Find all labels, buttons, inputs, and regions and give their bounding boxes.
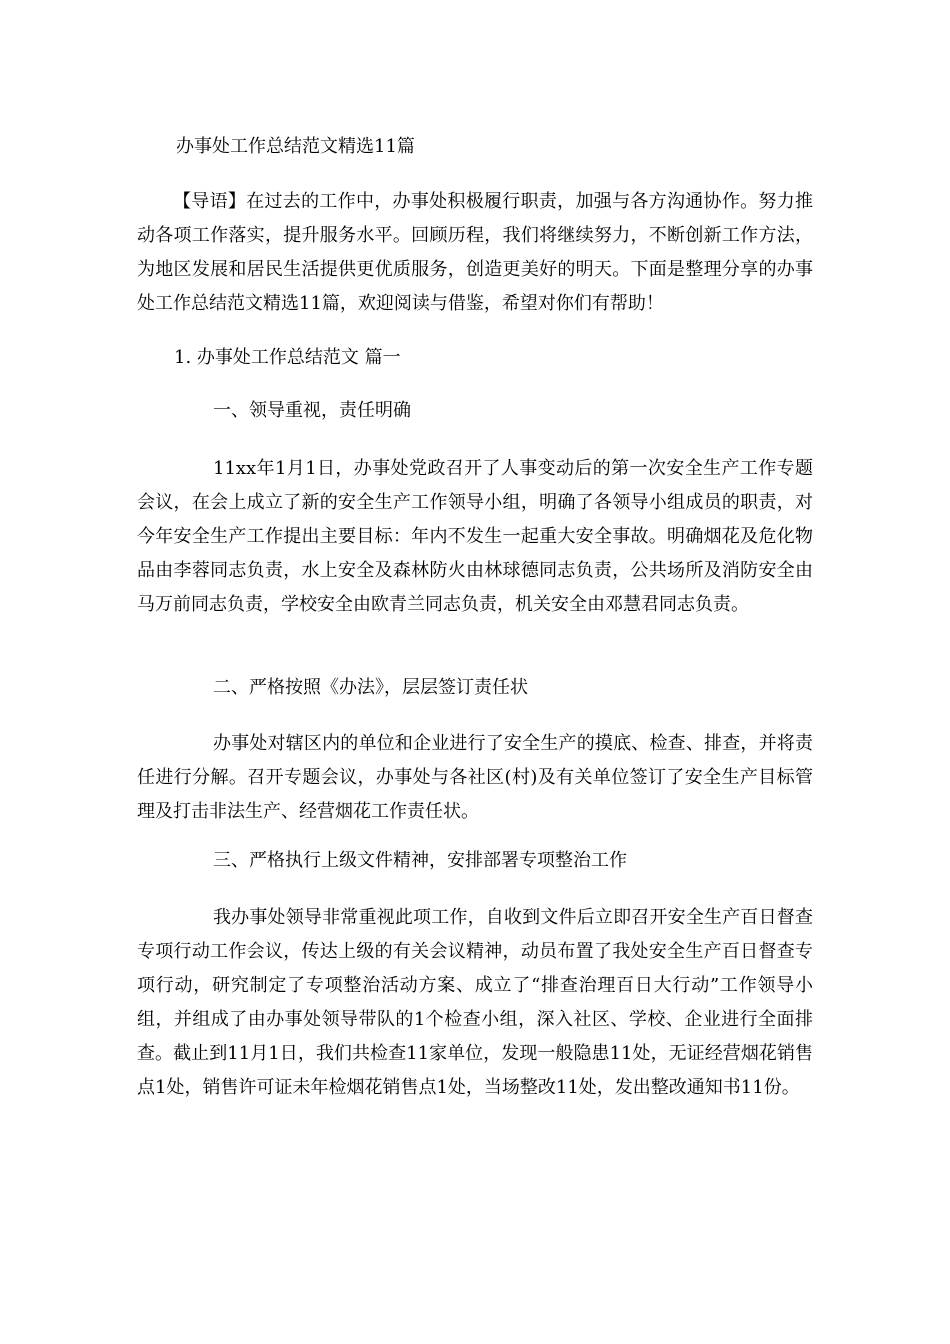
section-heading-2: 二、严格按照《办法》，层层签订责任状 — [213, 677, 528, 698]
intro-paragraph — [137, 185, 813, 321]
section-heading-3: 三、严格执行上级文件精神，安排部署专项整治工作 — [213, 850, 627, 871]
section-heading-1: 一、领导重视，责任明确 — [213, 400, 411, 421]
article-heading: 1. 办事处工作总结范文 篇一 — [174, 347, 401, 368]
document-title: 办事处工作总结范文精选11篇 — [176, 136, 415, 157]
section-body-2: 办事处对辖区内的单位和企业进行了安全生产的摸底、检查、排查，并将责任进行分解。召开专题会议，办事处与各社区(村)及有关单位签订了安全生产目标管理及打击非法生产、经营烟花工作责任状。 — [137, 733, 813, 822]
intro-text: 在过去的工作中，办事处积极履行职责，加强与各方沟通协作。努力推动各项工作落实，提升服务水平。回顾历程，我们将继续努力，不断创新工作方法，为地区发展和居民生活提供更优质服务，创造更美好的明天。下面是整理分享的办事处工作总结范文精选11篇，欢迎阅读与借鉴，希望对你们有帮助！ — [137, 191, 814, 314]
section-body-1: 11xx年1月1日，办事处党政召开了人事变动后的第一次安全生产工作专题会议，在会上成立了新的安全生产工作领导小组，明确了各领导小组成员的职责，对今年安全生产工作提出主要目标：年内不发生一起重大安全事故。明确烟花及危化物品由李蓉同志负责，水上安全及森林防火由林球德同志负责，公共场所及消防安全由马万前同志负责，学校安全由欧青兰同志负责，机关安全由邓慧君同志负责。 — [137, 458, 813, 615]
intro-label: 【导语】 — [173, 191, 247, 212]
section-body-3: 我办事处领导非常重视此项工作，自收到文件后立即召开安全生产百日督查专项行动工作会议，传达上级的有关会议精神，动员布置了我处安全生产百日督查专项行动，研究制定了专项整治活动方案、成立了“排查治理百日大行动”工作领导小组，并组成了由办事处领导带队的1个检查小组，深入社区、学校、企业进行全面排查。截止到11月1日，我们共检查11家单位，发现一般隐患11处，无证经营烟花销售点1处，销售许可证未年检烟花销售点1处，当场整改11处，发出整改通知书11份。 — [137, 907, 813, 1098]
